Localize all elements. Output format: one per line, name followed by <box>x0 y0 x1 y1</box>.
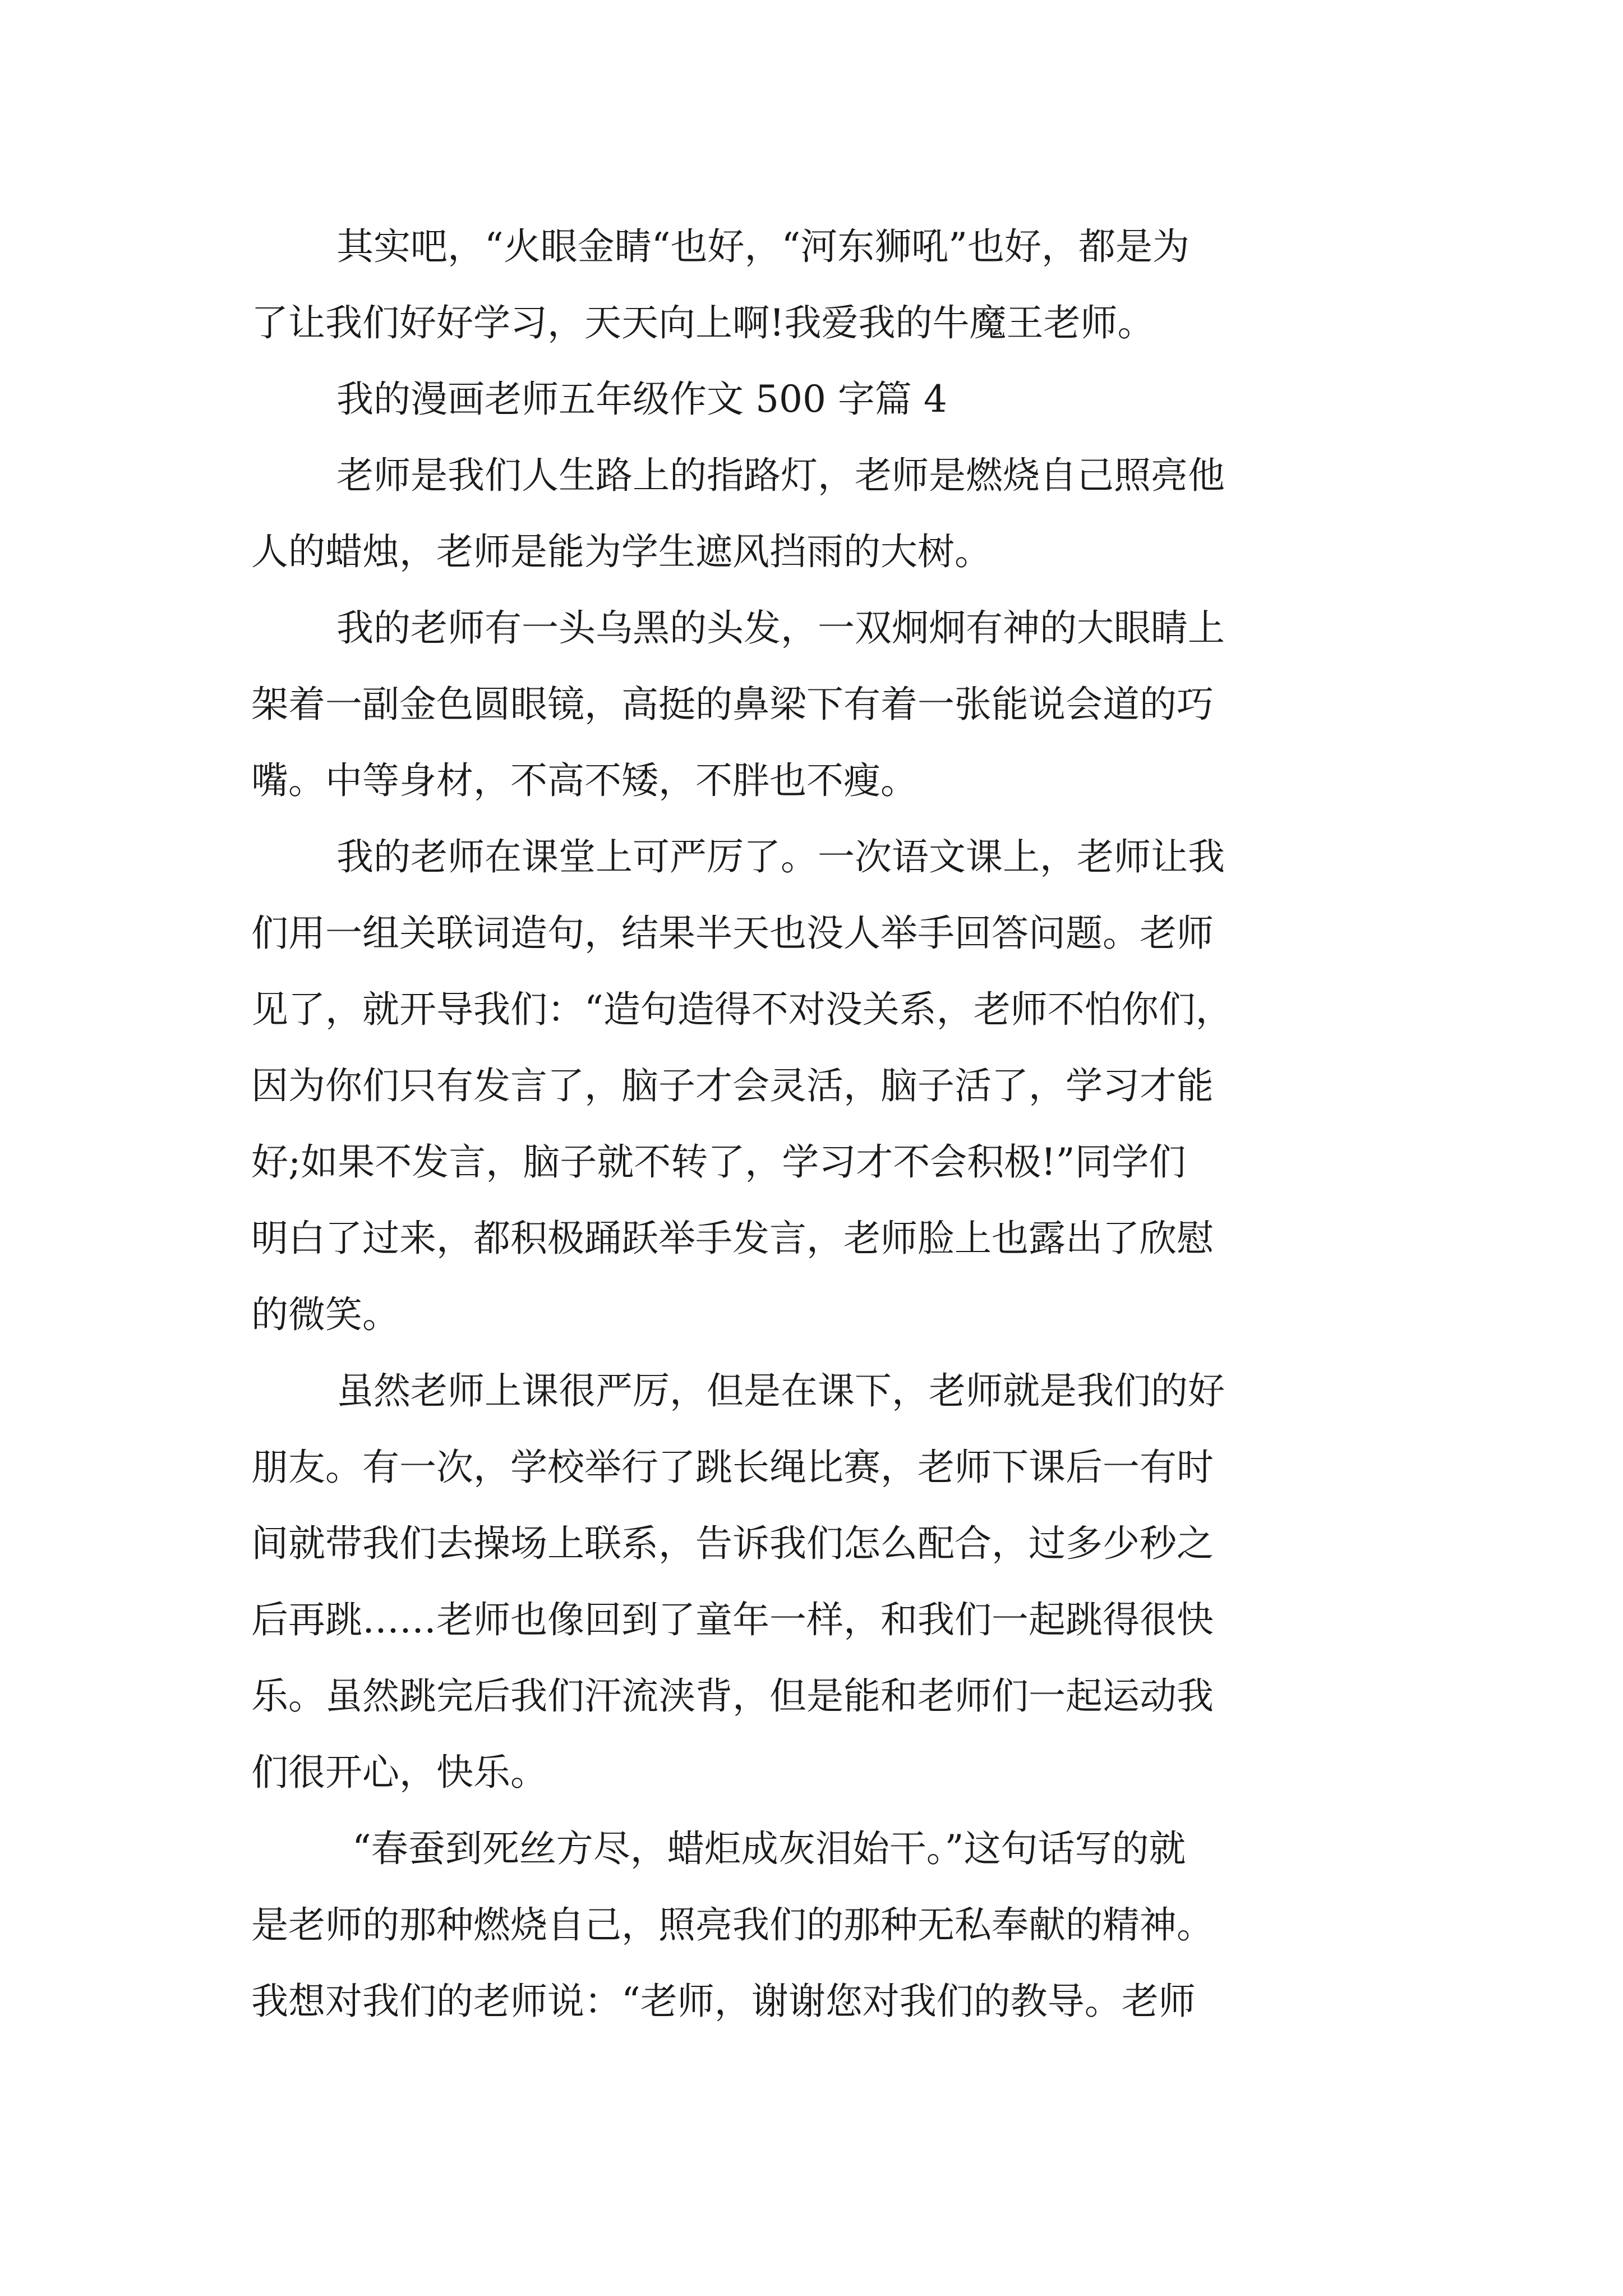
text-line: 嘴。中等身材，不高不矮，不胖也不瘦。 <box>251 759 917 802</box>
text-line: 老师是我们人生路上的指路灯，老师是燃烧自己照亮他 <box>336 454 1225 497</box>
text-line: 间就带我们去操场上联系，告诉我们怎么配合，过多少秒之 <box>251 1522 1214 1565</box>
text-line: 了让我们好好学习，天天向上啊!我爱我的牛魔王老师。 <box>251 301 1155 344</box>
text-line: 因为你们只有发言了，脑子才会灵活，脑子活了，学习才能 <box>251 1064 1214 1107</box>
text-line: 架着一副金色圆眼镜，高挺的鼻梁下有着一张能说会道的巧 <box>251 683 1214 726</box>
text-line: 是老师的那种燃烧自己，照亮我们的那种无私奉献的精神。 <box>251 1903 1214 1947</box>
text-line: 们很开心，快乐。 <box>251 1751 547 1794</box>
text-line: 我的老师有一头乌黑的头发，一双炯炯有神的大眼睛上 <box>336 606 1225 650</box>
text-line: “春蚕到死丝方尽，蜡炬成灰泪始干。”这句话写的就 <box>352 1827 1186 1870</box>
text-line: 我的老师在课堂上可严厉了。一次语文课上，老师让我 <box>336 835 1225 878</box>
document-body <box>251 209 1377 2040</box>
text-line: 虽然老师上课很严厉，但是在课下，老师就是我们的好 <box>336 1369 1225 1412</box>
text-line: 乐。虽然跳完后我们汗流浃背，但是能和老师们一起运动我 <box>251 1674 1214 1718</box>
text-line: 后再跳……老师也像回到了童年一样，和我们一起跳得很快 <box>251 1598 1214 1641</box>
text-line: 好;如果不发言，脑子就不转了，学习才不会积极!”同学们 <box>251 1140 1186 1184</box>
text-line: 朋友。有一次，学校举行了跳长绳比赛，老师下课后一有时 <box>251 1446 1214 1489</box>
text-line: 其实吧，“火眼金睛“也好，“河东狮吼”也好，都是为 <box>336 225 1189 268</box>
text-line: 的微笑。 <box>251 1293 399 1336</box>
text-line: 明白了过来，都积极踊跃举手发言，老师脸上也露出了欣慰 <box>251 1217 1214 1260</box>
text-line: 见了，就开导我们：“造句造得不对没关系，老师不怕你们， <box>251 988 1233 1031</box>
text-line: 我想对我们的老师说：“老师，谢谢您对我们的教导。老师 <box>251 1980 1196 2023</box>
section-heading: 我的漫画老师五年级作文 500 字篇 4 <box>336 378 947 421</box>
text-line: 人的蜡烛，老师是能为学生遮风挡雨的大树。 <box>251 530 992 573</box>
text-line: 们用一组关联词造句，结果半天也没人举手回答问题。老师 <box>251 912 1214 955</box>
